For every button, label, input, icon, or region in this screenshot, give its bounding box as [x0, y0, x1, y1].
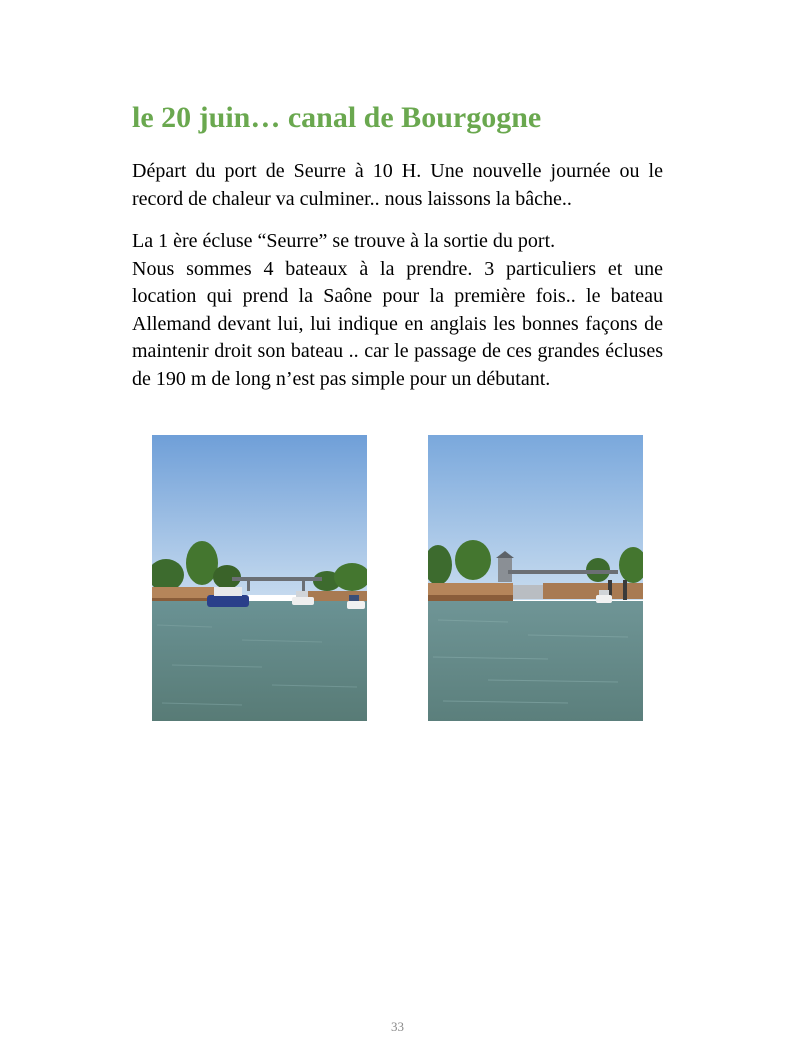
paragraph-departure: Départ du port de Seurre à 10 H. Une nouvelle journée ou le record de chaleur va culminer.. nous laissons la bâche.. [132, 160, 663, 210]
paragraph-lock-first-line: La 1 ère écluse “Seurre” se trouve à la sortie du port. [132, 230, 556, 252]
page-title: le 20 juin… canal de Bourgogne [132, 101, 542, 134]
photo-lock-gates [428, 435, 643, 721]
paragraph-lock [132, 228, 663, 393]
paragraph-lock-body: Nous sommes 4 bateaux à la prendre. 3 particuliers et une location qui prend la Saône pour la première fois.. le bateau Allemand devant lui, lui indique en anglais les bonnes façons de maintenir droit son bateau .. car le passage de ces grandes écluses de 190 m de long n’est pas simple pour un débutant. [132, 257, 663, 390]
page-number: 33 [391, 1019, 404, 1034]
photo-boats-in-port [152, 435, 367, 721]
